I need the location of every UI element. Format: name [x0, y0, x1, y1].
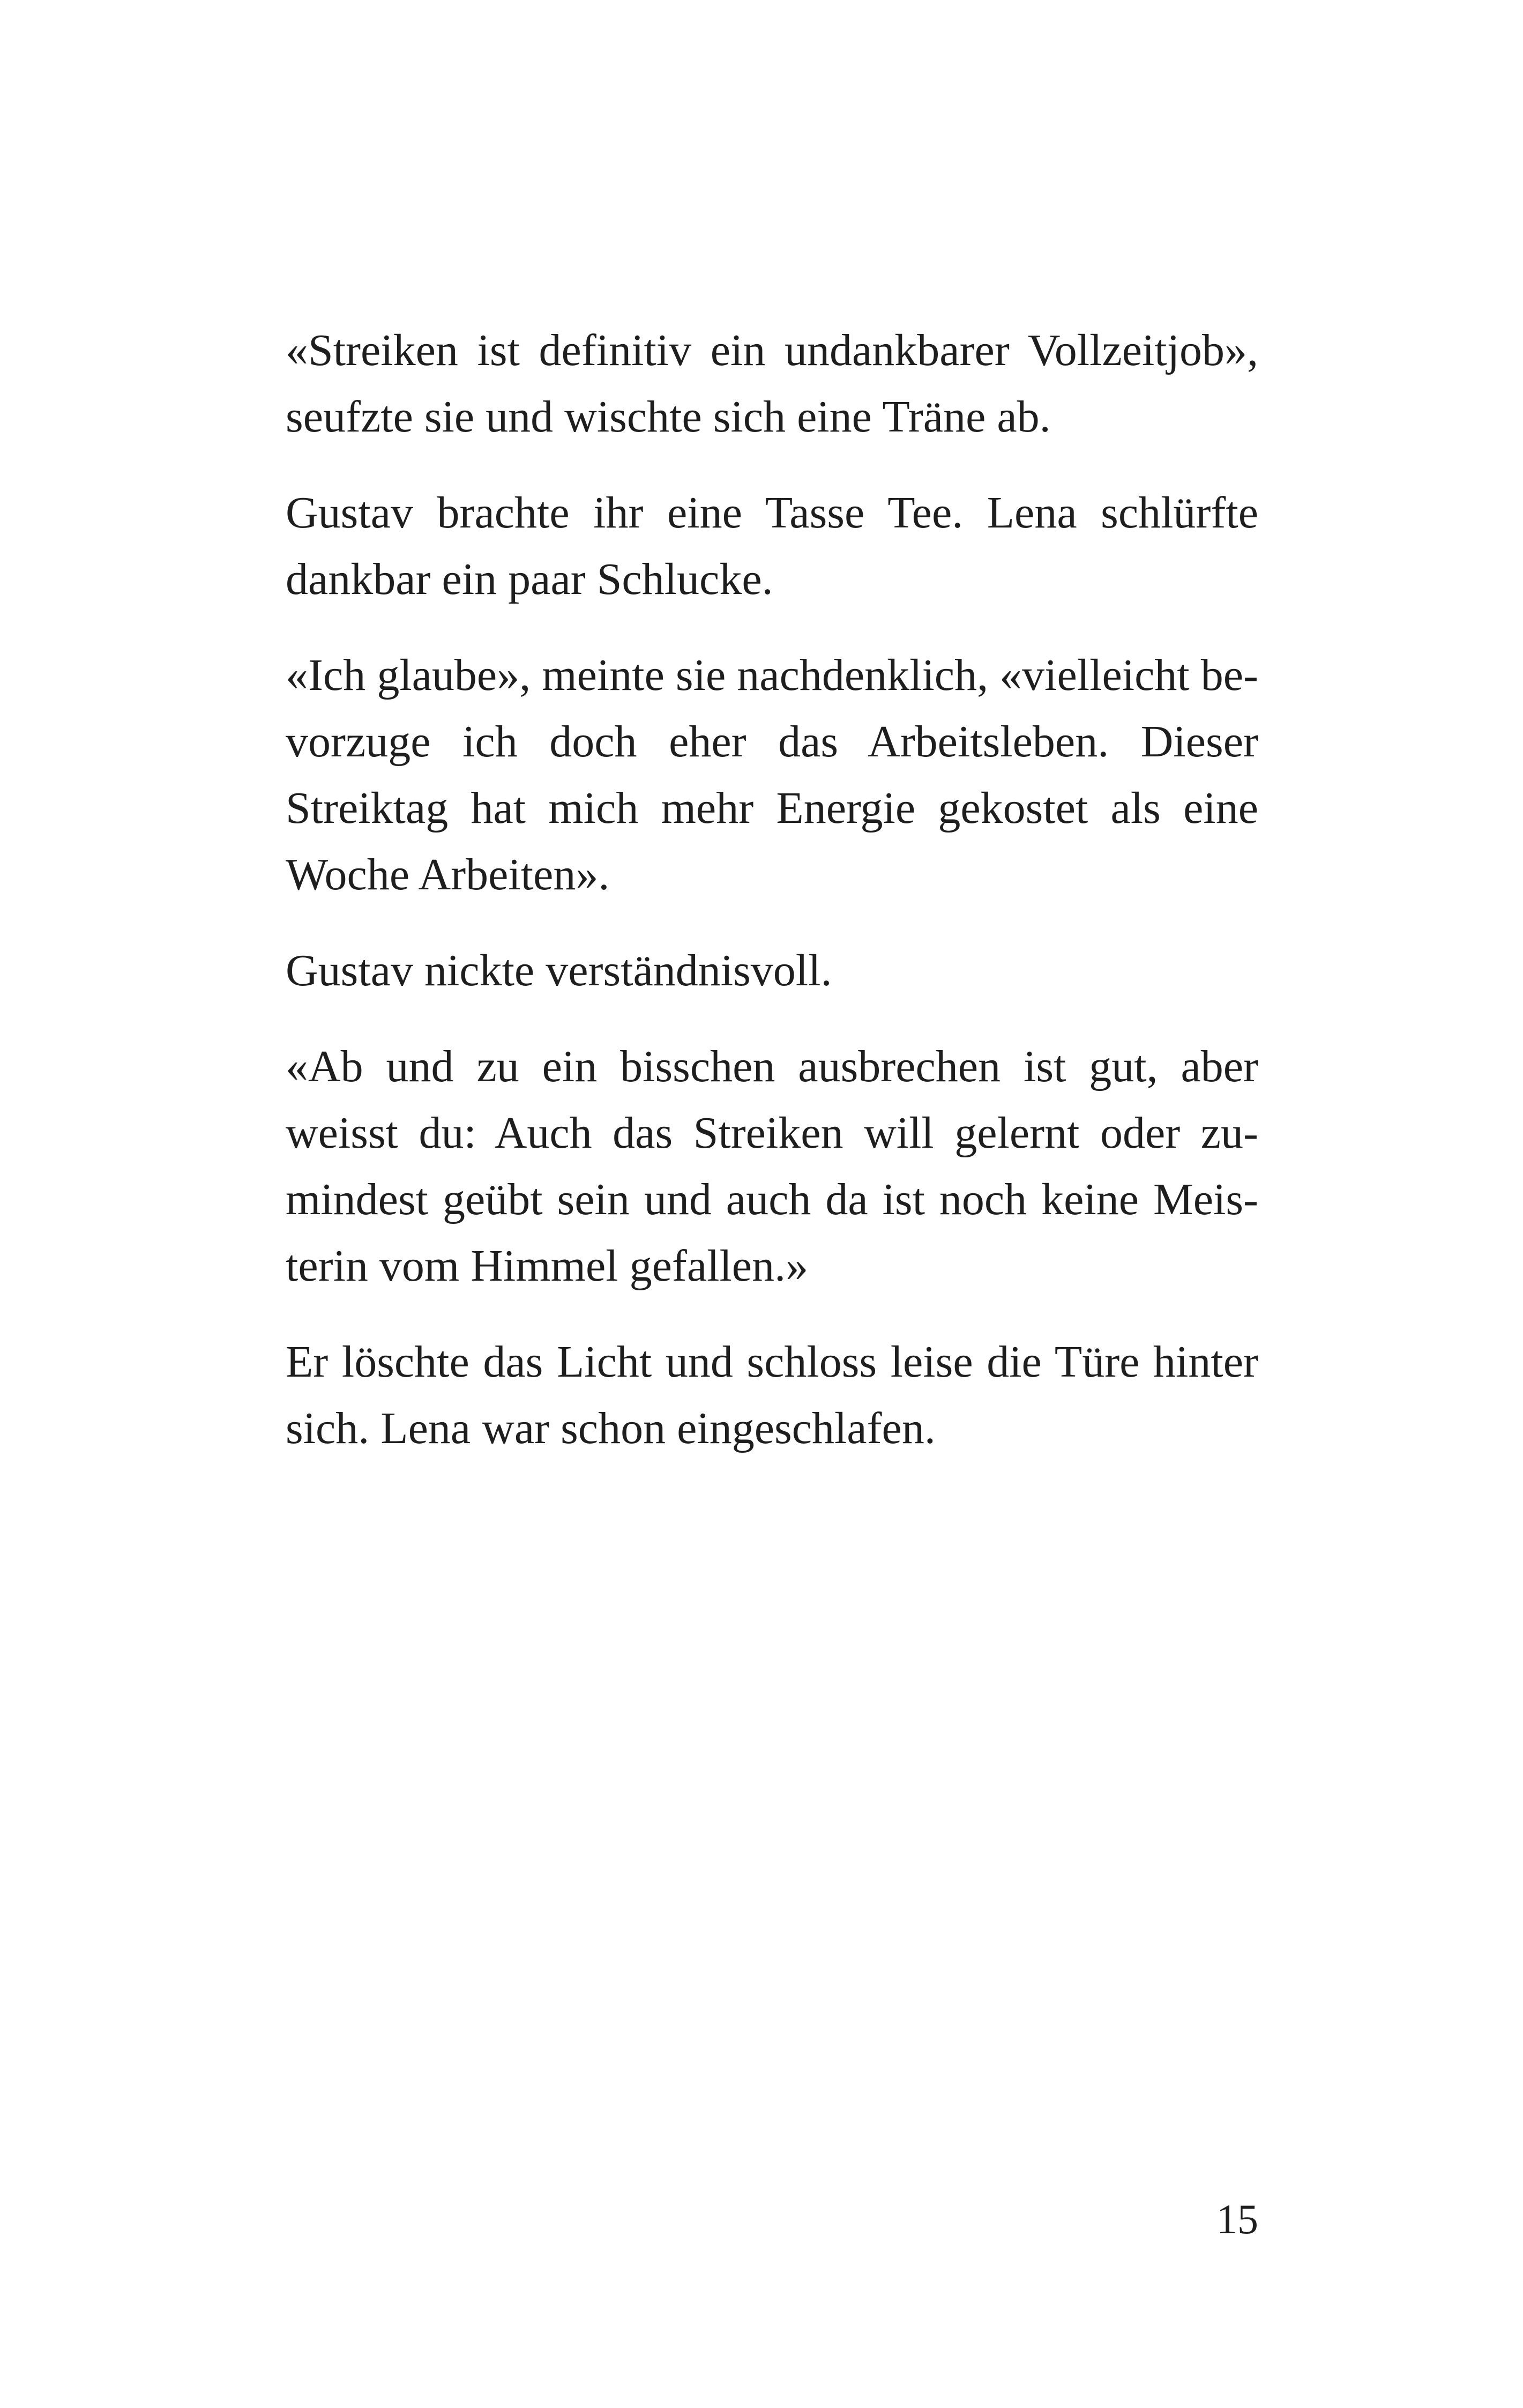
text-line: sich. Lena war schon eingeschlafen. [286, 1403, 936, 1453]
text-line: Gustav brachte ihr eine Tasse Tee. Lena schlürfte [286, 488, 1258, 538]
text-line: dankbar ein paar Schlucke. [286, 554, 773, 604]
paragraph [286, 480, 1258, 613]
text-line: Woche Arbeiten». [286, 850, 610, 900]
paragraph [286, 1329, 1258, 1462]
paragraph [286, 938, 1258, 1004]
text-line: mindest geübt sein und auch da ist noch keine Meis- [286, 1175, 1258, 1224]
paragraph [286, 1034, 1258, 1299]
text-line: terin vom Himmel gefallen.» [286, 1241, 809, 1291]
text-line: seufzte sie und wischte sich eine Träne ab. [286, 392, 1051, 442]
page-number: 15 [1216, 2196, 1258, 2242]
body-text [286, 317, 1258, 1462]
text-line: Gustav nickte verständnisvoll. [286, 946, 832, 995]
text-line: «Streiken ist definitiv ein undankbarer Vollzeitjob», [286, 325, 1258, 375]
text-line: Er löschte das Licht und schloss leise die Türe hinter [286, 1337, 1258, 1387]
text-line: weisst du: Auch das Streiken will gelernt oder zu- [286, 1108, 1258, 1158]
text-line: «Ab und zu ein bisschen ausbrechen ist gut, aber [286, 1042, 1258, 1091]
paragraph [286, 317, 1258, 450]
text-line: vorzuge ich doch eher das Arbeitsleben. Dieser [286, 717, 1258, 767]
paragraph [286, 642, 1258, 908]
text-line: Streiktag hat mich mehr Energie gekostet als eine [286, 783, 1258, 833]
text-line: «Ich glaube», meinte sie nachdenklich, «vielleicht be- [286, 650, 1258, 700]
